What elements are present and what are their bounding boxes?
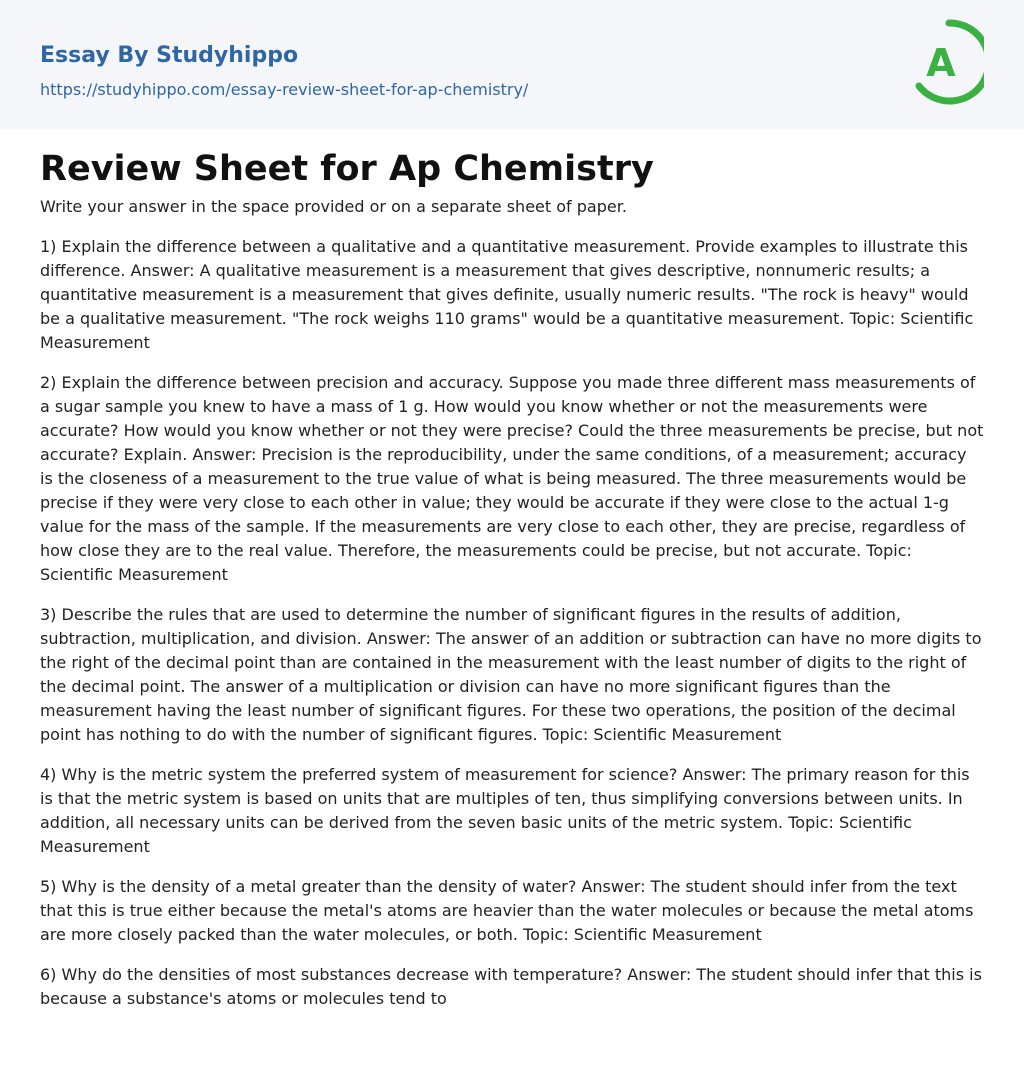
logo-letter: A [926, 41, 956, 85]
essay-paragraph-5: 5) Why is the density of a metal greater than the density of water? Answer: The student should infer from the text that this is true either because the metal's atoms are heavier than the water molecules or because the metal atoms are more closely packed than the water molecules, or both. Topic: Scientific Measurement [40, 877, 974, 944]
page-title: Review Sheet for Ap Chemistry [40, 149, 654, 189]
essay-paragraph-4: 4) Why is the metric system the preferred system of measurement for science? Answer: The primary reason for this is that the metric system is based on units that are multiples of ten, thus simplifying conversions between units. In addition, all necessary units can be derived from the seven basic units of the metric system. Topic: Scientific Measurement [40, 765, 970, 856]
essay-paragraph-6: 6) Why do the densities of most substances decrease with temperature? Answer: The student should infer that this is because a substance's atoms or molecules tend to [40, 965, 982, 1008]
essay-paragraph-2: 2) Explain the difference between precision and accuracy. Suppose you made three different mass measurements of a sugar sample you knew to have a mass of 1 g. How would you know whether or not the measurements were accurate? How would you know whether or not they were precise? Could the three measurements be precise, but not accurate? Explain. Answer: Precision is the reproducibility, under the same conditions, of a measurement; accuracy is the closeness of a measurement to the true value of what is being measured. The three measurements would be precise if they were very close to each other in value; they would be accurate if they were close to the actual 1-g value for the mass of the sample. If the measurements are very close to each other, they are precise, regardless of how close they are to the real value. Therefore, the measurements could be precise, but not accurate. Topic: Scientific Measurement [40, 373, 984, 584]
essay-body [0, 147, 1024, 1011]
brand-title[interactable]: Essay By Studyhippo [40, 43, 299, 68]
source-url-link[interactable]: https://studyhippo.com/essay-review-sheet-for-ap-chemistry/ [40, 80, 529, 99]
studyhippo-logo-icon[interactable] [914, 19, 984, 105]
essay-paragraph-1: 1) Explain the difference between a qualitative and a quantitative measurement. Provide examples to illustrate this difference. Answer: A qualitative measurement is a measurement that gives descriptive, nonnumeric results; a quantitative measurement is a measurement that gives definite, usually numeric results. "The rock is heavy" would be a qualitative measurement. "The rock weighs 110 grams" would be a quantitative measurement. Topic: Scientific Measurement [40, 237, 974, 352]
essay-paragraph-3: 3) Describe the rules that are used to determine the number of significant figures in the results of addition, subtraction, multiplication, and division. Answer: The answer of an addition or subtraction can have no more digits to the right of the decimal point than are contained in the measurement with the least number of digits to the right of the decimal point. The answer of a multiplication or division can have no more significant figures than the measurement having the least number of significant figures. For these two operations, the position of the decimal point has nothing to do with the number of significant figures. Topic: Scientific Measurement [40, 605, 982, 744]
site-header [0, 0, 1024, 129]
essay-intro: Write your answer in the space provided or on a separate sheet of paper. [40, 197, 627, 216]
